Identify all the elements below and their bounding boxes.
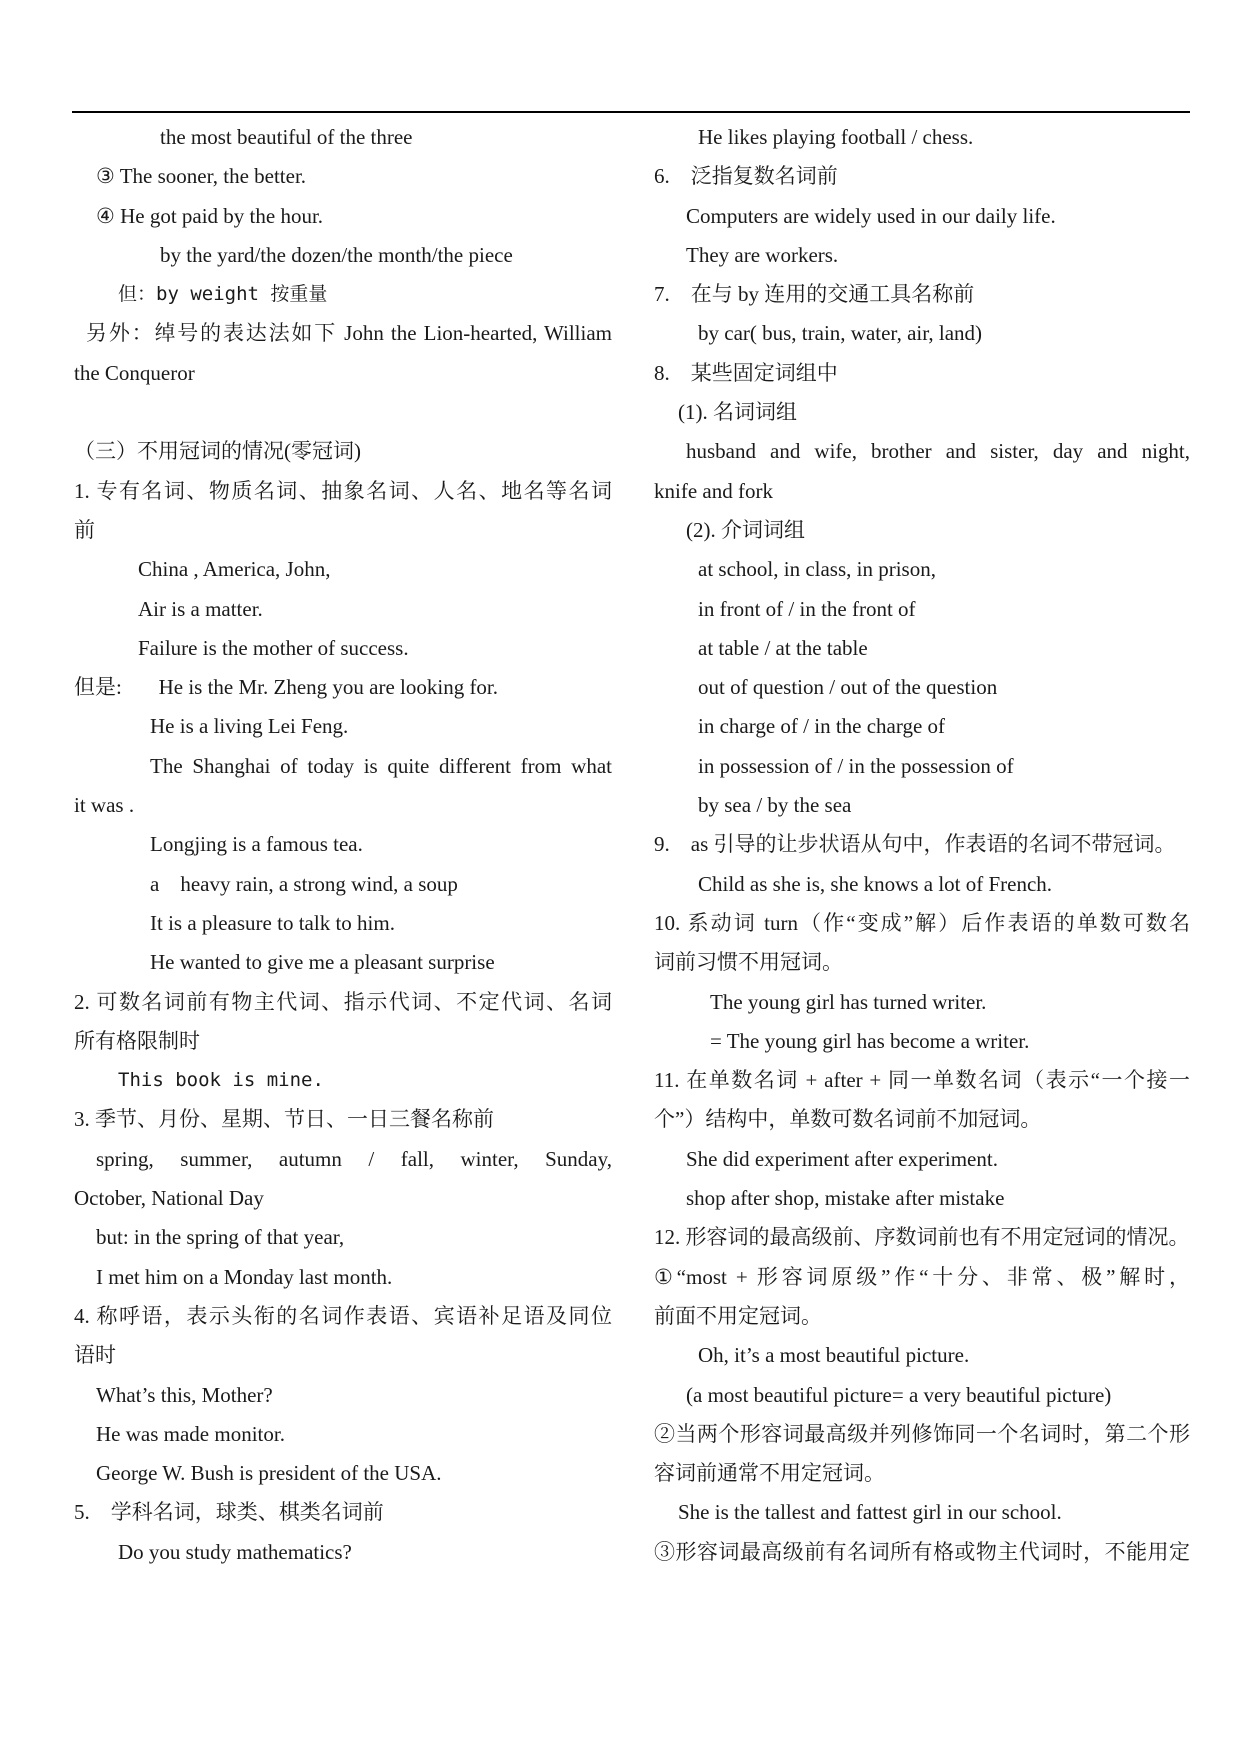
text-line: 1. 专有名词、物质名词、抽象名词、人名、地名等名词 <box>74 478 612 503</box>
text-line: It is a pleasure to talk to him. <box>150 910 395 935</box>
text-line: He is a living Lei Feng. <box>150 714 349 739</box>
text-line: at school, in class, in prison, <box>698 557 936 582</box>
text-line: 词前习惯不用冠词。 <box>654 950 843 975</box>
text-line: She did experiment after experiment. <box>686 1146 998 1171</box>
header-rule <box>72 111 1190 113</box>
text-line: He wanted to give me a pleasant surprise <box>150 950 495 975</box>
text-line: 4. 称呼语，表示头衔的名词作表语、宾语补足语及同位 <box>74 1303 612 1328</box>
text-line: George W. Bush is president of the USA. <box>96 1461 442 1486</box>
text-line: 但：by weight 按重量 <box>118 283 328 306</box>
text-line: 10. 系动词 turn（作“变成”解）后作表语的单数可数名 <box>654 910 1190 935</box>
text-line: the most beautiful of the three <box>160 125 413 149</box>
text-line: by sea / by the sea <box>698 793 852 818</box>
text-line: They are workers. <box>686 242 839 267</box>
text-line: 9. as 引导的让步状语从句中，作表语的名词不带冠词。 <box>654 832 1176 857</box>
text-line: the Conqueror <box>74 360 195 385</box>
text-line: He likes playing football / chess. <box>698 125 974 149</box>
text-line: 容词前通常不用定冠词。 <box>654 1461 885 1486</box>
text-line: 3. 季节、月份、星期、节日、一日三餐名称前 <box>74 1107 494 1132</box>
text-line: 另外：绰号的表达法如下 John the Lion-hearted, William <box>86 321 612 346</box>
text-line: 前面不用定冠词。 <box>654 1303 822 1328</box>
text-line: knife and fork <box>654 478 773 503</box>
text-line: Computers are widely used in our daily life. <box>686 203 1056 228</box>
text-line: Do you study mathematics? <box>118 1539 352 1564</box>
text-line: out of question / out of the question <box>698 675 998 700</box>
text-line: by the yard/the dozen/the month/the piece <box>160 242 513 267</box>
text-line: 语时 <box>74 1343 116 1368</box>
text-line: Longjing is a famous tea. <box>150 832 363 857</box>
text-line: 前 <box>74 517 95 542</box>
text-line: Oh, it’s a most beautiful picture. <box>698 1343 970 1368</box>
right-column <box>654 118 1190 1572</box>
text-line: 6. 泛指复数名词前 <box>654 164 838 189</box>
text-line: by car( bus, train, water, air, land) <box>698 321 983 346</box>
text-line: October, National Day <box>74 1186 264 1211</box>
text-line: ③ The sooner, the better. <box>96 164 307 189</box>
text-line: it was . <box>74 793 135 818</box>
text-line: China , America, John, <box>138 557 331 582</box>
text-line: but: in the spring of that year, <box>96 1225 345 1250</box>
text-line: (2). 介词词组 <box>686 517 805 542</box>
left-column <box>74 118 612 1572</box>
text-line: The young girl has turned writer. <box>710 989 987 1014</box>
text-line: ④ He got paid by the hour. <box>96 203 324 228</box>
text-line: 个”）结构中，单数可数名词前不加冠词。 <box>654 1107 1042 1132</box>
text-line: 所有格限制时 <box>74 1028 200 1053</box>
text-line: (1). 名词词组 <box>678 400 797 425</box>
text-line: 5. 学科名词，球类、棋类名词前 <box>74 1500 384 1525</box>
text-line: Failure is the mother of success. <box>138 635 409 660</box>
text-line: ①“most + 形容词原级”作“十分、非常、极”解时， <box>654 1264 1190 1289</box>
text-line: This book is mine. <box>118 1069 324 1092</box>
text-line: in possession of / in the possession of <box>698 753 1014 778</box>
text-line: I met him on a Monday last month. <box>96 1264 393 1289</box>
text-line: 2. 可数名词前有物主代词、指示代词、不定代词、名词 <box>74 989 612 1014</box>
text-line: ②当两个形容词最高级并列修饰同一个名词时，第二个形 <box>654 1421 1190 1446</box>
text-line: She is the tallest and fattest girl in our school. <box>678 1500 1062 1525</box>
text-line: at table / at the table <box>698 635 868 660</box>
text-line: 11. 在单数名词 + after + 同一单数名词（表示“一个接一 <box>654 1068 1190 1093</box>
text-line: 7. 在与 by 连用的交通工具名称前 <box>654 282 975 307</box>
text-line: He was made monitor. <box>96 1421 285 1446</box>
text-line: Child as she is, she knows a lot of French. <box>698 871 1053 896</box>
text-line: Air is a matter. <box>138 596 263 621</box>
text-line: shop after shop, mistake after mistake <box>686 1186 1005 1211</box>
text-line: a heavy rain, a strong wind, a soup <box>150 871 458 896</box>
text-line: 8. 某些固定词组中 <box>654 360 838 385</box>
text-line: in front of / in the front of <box>698 596 916 621</box>
text-line: in charge of / in the charge of <box>698 714 946 739</box>
section-heading: （三）不用冠词的情况(零冠词) <box>74 439 361 464</box>
text-line: (a most beautiful picture= a very beautiful picture) <box>686 1382 1112 1407</box>
text-line: = The young girl has become a writer. <box>710 1028 1030 1053</box>
text-line: What’s this, Mother? <box>96 1382 273 1407</box>
text-line: 12. 形容词的最高级前、序数词前也有不用定冠词的情况。 <box>654 1225 1190 1250</box>
text-line: The Shanghai of today is quite different from what <box>150 753 612 778</box>
text-line: husband and wife, brother and sister, day and night, <box>686 439 1190 464</box>
text-line: 但是: He is the Mr. Zheng you are looking for. <box>74 675 499 700</box>
blank-line <box>74 393 612 432</box>
text-line: spring, summer, autumn / fall, winter, Sunday, <box>96 1146 612 1171</box>
text-line: ③形容词最高级前有名词所有格或物主代词时，不能用定 <box>654 1539 1190 1564</box>
